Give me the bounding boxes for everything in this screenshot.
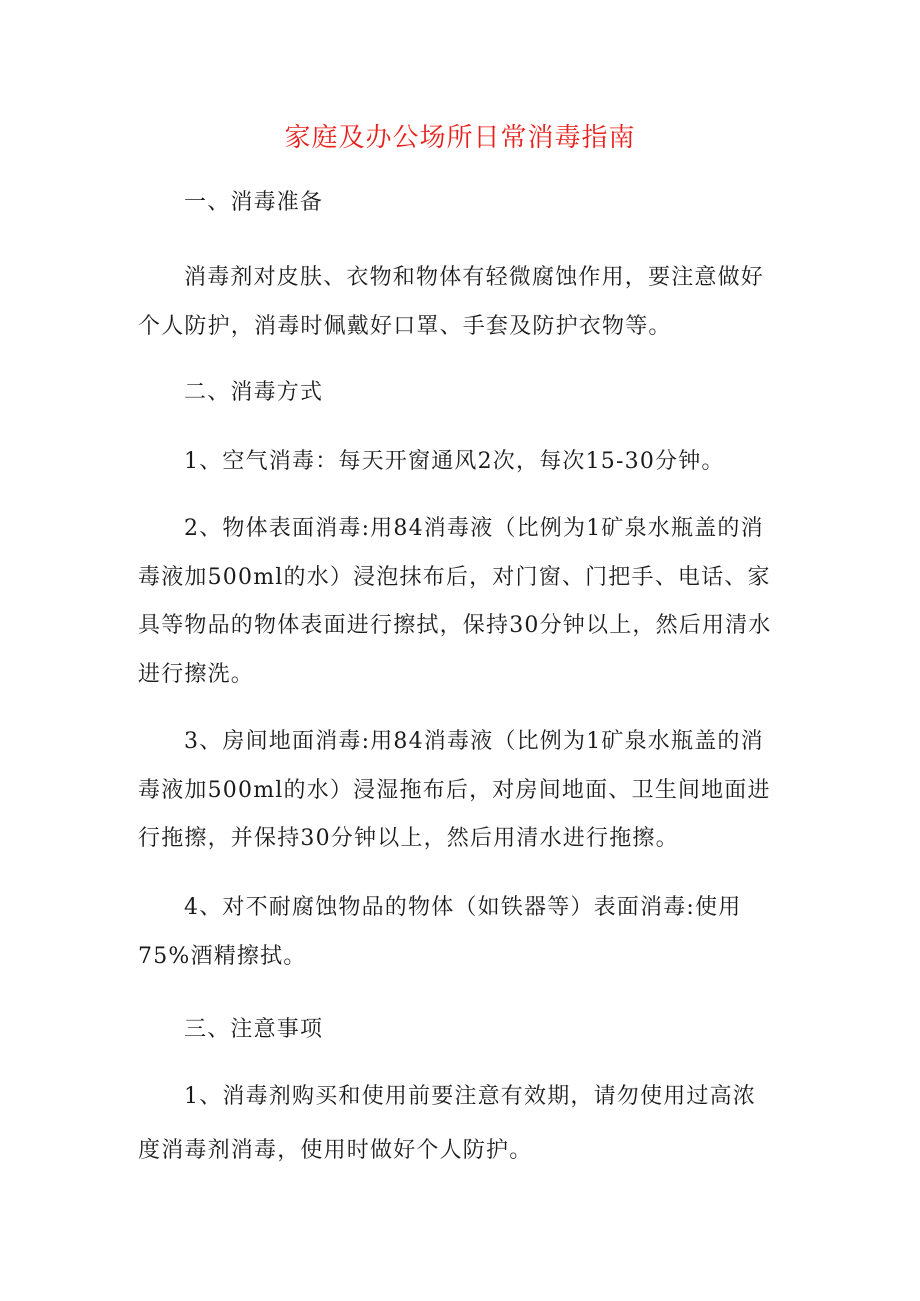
paragraph-floor-disinfection: 3、房间地面消毒:用84消毒液（比例为1矿泉水瓶盖的消毒液加500ml的水）浸湿拖布后，对房间地面、卫生间地面进行拖擦，并保持30分钟以上，然后用清水进行拖擦。	[138, 729, 771, 851]
section-heading-methods: 二、消毒方式	[184, 380, 324, 405]
document-title: 家庭及办公场所日常消毒指南	[284, 123, 636, 153]
paragraph-surface-disinfection: 2、物体表面消毒:用84消毒液（比例为1矿泉水瓶盖的消毒液加500ml的水）浸泡抹布后，对门窗、门把手、电话、家具等物品的物体表面进行擦拭，保持30分钟以上，然后用清水进行擦洗。	[138, 516, 772, 687]
section-heading-precautions: 三、注意事项	[184, 1017, 324, 1042]
paragraph-preparation: 消毒剂对皮肤、衣物和物体有轻微腐蚀作用，要注意做好个人防护，消毒时佩戴好口罩、手套及防护衣物等。	[138, 265, 765, 339]
paragraph-air-disinfection: 1、空气消毒：每天开窗通风2次，每次15-30分钟。	[184, 449, 725, 474]
paragraph-metal-disinfection: 4、对不耐腐蚀物品的物体（如铁器等）表面消毒:使用75%酒精擦拭。	[138, 895, 742, 969]
paragraph-precautions-line1: 1、消毒剂购买和使用前要注意有效期，请勿使用过高浓	[184, 1084, 756, 1109]
paragraph-precautions-line2: 度消毒剂消毒，使用时做好个人防护。	[138, 1138, 533, 1163]
section-heading-preparation: 一、消毒准备	[184, 190, 324, 215]
